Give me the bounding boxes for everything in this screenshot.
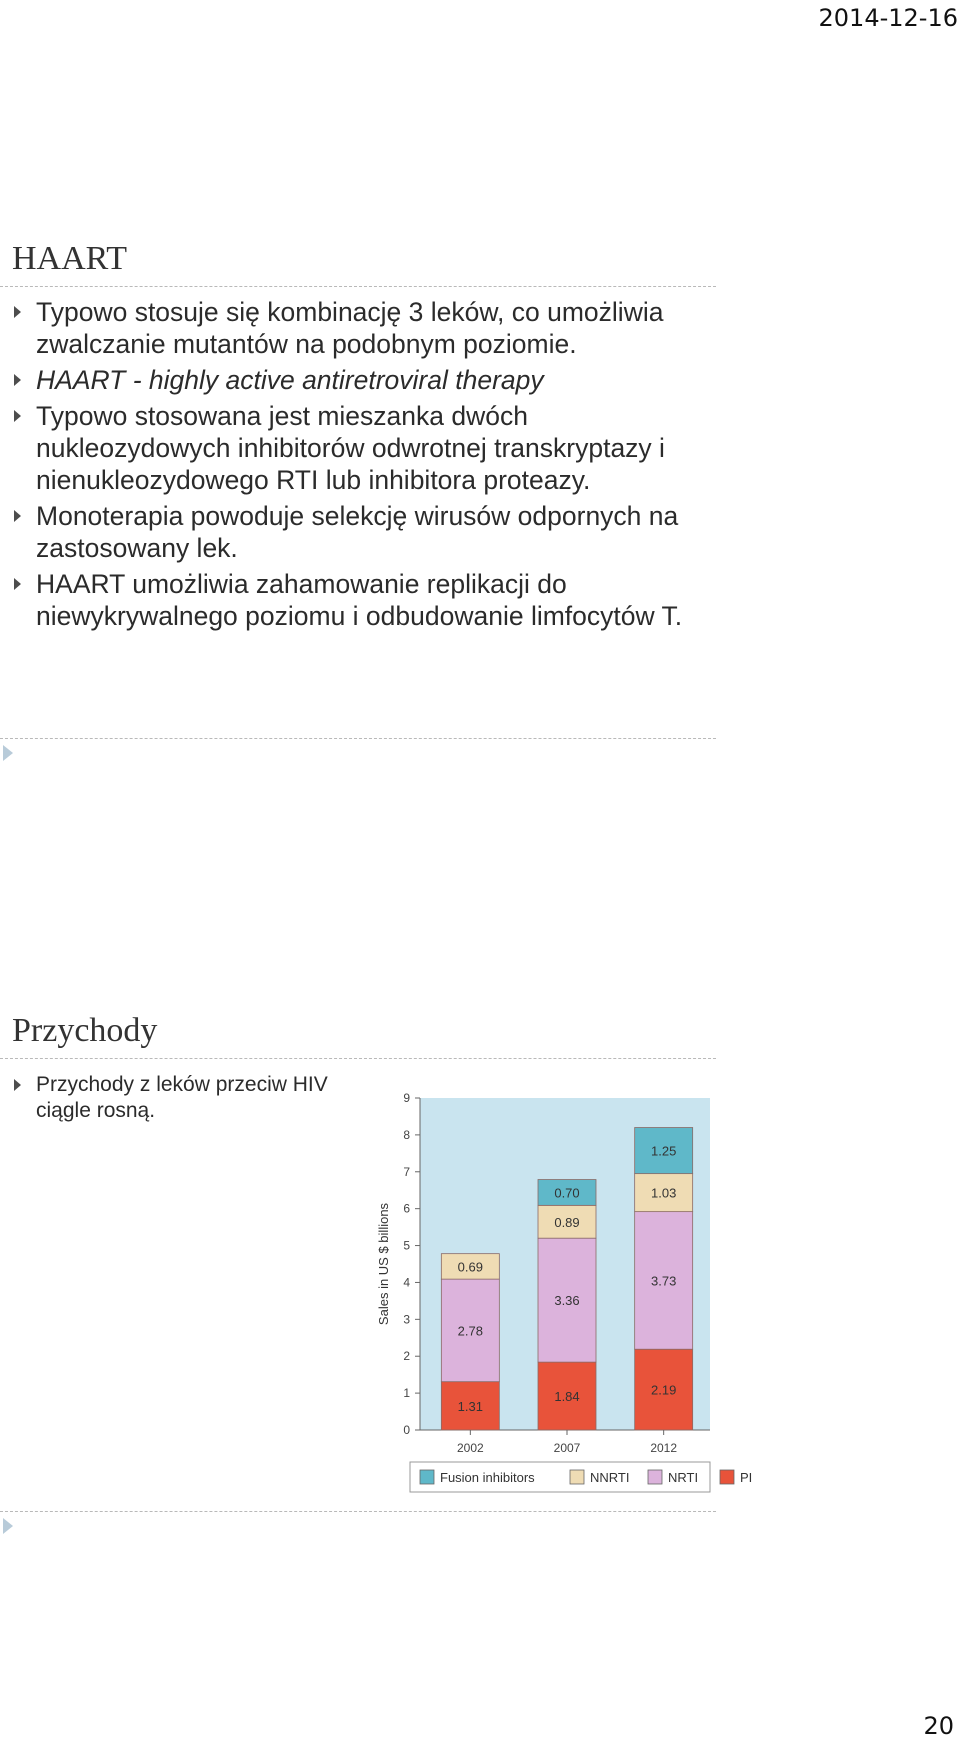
y-tick-label: 1 xyxy=(403,1386,410,1401)
y-tick-label: 3 xyxy=(403,1312,410,1327)
data-label: 1.03 xyxy=(651,1185,677,1201)
bullet-item: Typowo stosowana jest mieszanka dwóch nukleozydowych inhibitorów odwrotnej transkryptazy i nienukleozydowego RTI lub inhibitora proteazy. xyxy=(0,400,716,496)
data-label: 3.73 xyxy=(651,1273,677,1289)
x-tick-label: 2002 xyxy=(456,1441,484,1455)
bullet-item: Przychody z leków przeciw HIV ciągle rosną. xyxy=(0,1072,330,1124)
date-header: 2014-12-16 xyxy=(818,4,958,32)
bullet-item: Typowo stosuje się kombinację 3 leków, co umożliwia zwalczanie mutantów na podobnym poziomie. xyxy=(0,296,716,360)
slide-corner-arrow-icon xyxy=(3,1518,13,1534)
title-divider xyxy=(0,286,716,287)
y-tick-label: 0 xyxy=(403,1423,410,1437)
triangle-bullet-icon xyxy=(14,1079,21,1091)
slide-title-przychody: Przychody xyxy=(12,1012,158,1049)
przychody-bullet-list xyxy=(0,1072,330,1124)
x-tick-label: 2007 xyxy=(553,1441,581,1455)
data-label: 1.84 xyxy=(554,1389,580,1405)
bullet-item: Monoterapia powoduje selekcję wirusów odpornych na zastosowany lek. xyxy=(0,500,716,564)
y-tick-label: 9 xyxy=(403,1091,410,1105)
triangle-bullet-icon xyxy=(14,410,21,422)
data-label: 2.19 xyxy=(651,1382,677,1398)
bullet-item: HAART umożliwia zahamowanie replikacji do niewykrywalnego poziomu i odbudowanie limfocytów T. xyxy=(0,568,716,632)
data-label: 1.25 xyxy=(651,1143,677,1159)
legend-label: NRTI xyxy=(668,1470,699,1485)
y-tick-label: 4 xyxy=(403,1275,410,1290)
y-tick-label: 2 xyxy=(403,1349,410,1364)
legend-swatch xyxy=(420,1470,434,1484)
legend-label: Fusion inhibitors xyxy=(440,1470,535,1485)
data-label: 0.70 xyxy=(554,1185,580,1201)
triangle-bullet-icon xyxy=(14,510,21,522)
y-tick-label: 6 xyxy=(403,1201,410,1216)
legend-swatch xyxy=(570,1470,584,1484)
data-label: 1.31 xyxy=(457,1398,483,1414)
data-label: 0.69 xyxy=(457,1259,483,1275)
y-tick-label: 5 xyxy=(403,1238,410,1253)
slide-title-haart: HAART xyxy=(12,240,128,277)
data-label: 3.36 xyxy=(554,1293,580,1309)
slide-bottom-divider xyxy=(0,738,716,739)
data-label: 2.78 xyxy=(457,1323,483,1339)
y-tick-label: 8 xyxy=(403,1127,410,1142)
x-tick-label: 2012 xyxy=(650,1441,678,1455)
triangle-bullet-icon xyxy=(14,578,21,590)
slide-bottom-divider xyxy=(0,1511,716,1512)
y-axis-label: Sales in US $ billions xyxy=(376,1202,391,1326)
triangle-bullet-icon xyxy=(14,374,21,386)
page-number: 20 xyxy=(923,1712,954,1740)
title-divider xyxy=(0,1058,716,1059)
legend-label: PI xyxy=(740,1470,753,1485)
data-label: 0.89 xyxy=(554,1214,580,1230)
y-tick-label: 7 xyxy=(403,1164,410,1179)
legend-swatch xyxy=(648,1470,662,1484)
slide-corner-arrow-icon xyxy=(3,745,13,761)
sales-stacked-bar-chart xyxy=(370,1084,753,1500)
bullet-item: HAART - highly active antiretroviral therapy xyxy=(0,364,716,396)
legend-label: NNRTI xyxy=(590,1470,630,1485)
legend-swatch xyxy=(720,1470,734,1484)
triangle-bullet-icon xyxy=(14,306,21,318)
haart-bullet-list xyxy=(0,296,716,636)
